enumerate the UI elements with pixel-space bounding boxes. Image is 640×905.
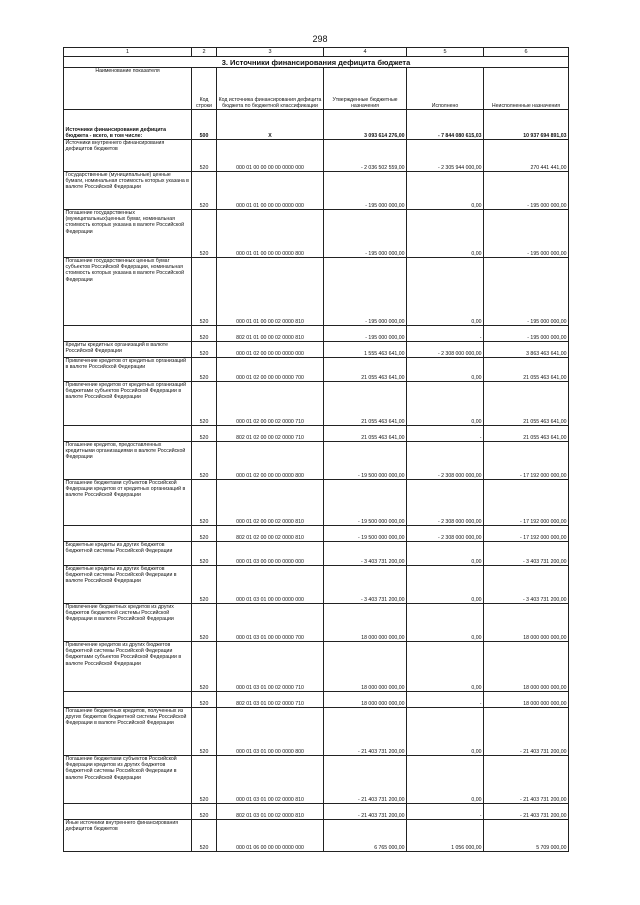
row-approved: - 195 000 000,00: [324, 172, 407, 210]
row-executed: -: [407, 804, 484, 820]
row-line-code: 520: [192, 358, 217, 382]
row-executed: -: [407, 326, 484, 342]
row-line-code: 520: [192, 326, 217, 342]
row-source-code: 000 01 02 00 00 00 0000 000: [217, 342, 324, 358]
row-executed: 1 056 000,00: [407, 820, 484, 852]
row-source-code: 000 01 02 00 00 00 0000 700: [217, 358, 324, 382]
row-executed: - 2 308 000 000,00: [407, 342, 484, 358]
row-source-code: 000 01 02 00 00 00 0000 800: [217, 442, 324, 480]
row-name: [64, 426, 192, 442]
row-name: Погашение государственных ценных бумаг субъектов Российской Федерации, номинальная стоимость которых указана в валюте Российской Федерации: [64, 258, 192, 326]
page-number: 298: [312, 34, 328, 44]
row-approved: - 19 500 000 000,00: [324, 442, 407, 480]
row-unexecuted: 21 055 463 641,00: [484, 426, 569, 442]
table-row: [64, 642, 569, 692]
row-name: Привлечение кредитов от кредитных организаций в валюте Российской Федерации: [64, 358, 192, 382]
row-source-code: 000 01 03 01 00 02 0000 810: [217, 756, 324, 804]
row-approved: 3 093 614 276,00: [324, 110, 407, 140]
row-line-code: 520: [192, 542, 217, 566]
row-unexecuted: - 195 000 000,00: [484, 210, 569, 258]
row-unexecuted: 270 441 441,00: [484, 140, 569, 172]
table-row: [64, 140, 569, 172]
row-executed: - 2 308 000 000,00: [407, 526, 484, 542]
row-approved: 18 000 000 000,00: [324, 642, 407, 692]
row-line-code: 520: [192, 692, 217, 708]
row-approved: - 2 036 502 559,00: [324, 140, 407, 172]
row-executed: 0,00: [407, 382, 484, 426]
table-row: [64, 172, 569, 210]
row-line-code: 520: [192, 442, 217, 480]
row-approved: - 195 000 000,00: [324, 326, 407, 342]
row-name: Источники финансирования дефицита бюджета - всего, в том числе:: [64, 110, 192, 140]
row-unexecuted: - 195 000 000,00: [484, 172, 569, 210]
table-row: [64, 442, 569, 480]
row-source-code: 000 01 01 00 00 00 0000 000: [217, 172, 324, 210]
row-executed: 0,00: [407, 708, 484, 756]
row-source-code: 000 01 06 00 00 00 0000 000: [217, 820, 324, 852]
column-number: 1: [64, 48, 192, 57]
table-row: [64, 692, 569, 708]
row-name: Привлечение кредитов от кредитных организаций бюджетами субъектов Российской Федерации в валюте Российской Федерации: [64, 382, 192, 426]
row-source-code: 000 01 03 01 00 00 0000 800: [217, 708, 324, 756]
row-line-code: 520: [192, 210, 217, 258]
row-unexecuted: 18 000 000 000,00: [484, 692, 569, 708]
row-approved: 21 055 463 641,00: [324, 382, 407, 426]
section-title: 3. Источники финансирования дефицита бюджета: [64, 57, 569, 68]
row-line-code: 520: [192, 756, 217, 804]
table-row: [64, 258, 569, 326]
row-name: [64, 804, 192, 820]
row-name: Погашение бюджетных кредитов, полученных из других бюджетов бюджетной системы Российской Федерации в валюте Российской Федерации: [64, 708, 192, 756]
table-row: [64, 210, 569, 258]
row-executed: 0,00: [407, 172, 484, 210]
row-name: [64, 692, 192, 708]
row-executed: - 2 308 000 000,00: [407, 480, 484, 526]
row-executed: 0,00: [407, 566, 484, 604]
table-row: [64, 526, 569, 542]
table-row: [64, 708, 569, 756]
table-row: [64, 542, 569, 566]
row-source-code: 000 01 03 01 00 02 0000 710: [217, 642, 324, 692]
header-line-code: Код строки: [192, 68, 217, 110]
header-executed: Исполнено: [407, 68, 484, 110]
row-unexecuted: - 21 403 731 200,00: [484, 708, 569, 756]
table-row: [64, 326, 569, 342]
row-approved: - 21 403 731 200,00: [324, 804, 407, 820]
row-unexecuted: - 195 000 000,00: [484, 326, 569, 342]
row-name: Бюджетные кредиты из других бюджетов бюджетной системы Российской Федерации в валюте Российской Федерации: [64, 566, 192, 604]
row-name: Погашение кредитов, предоставленных кредитными организациями в валюте Российской Федерации: [64, 442, 192, 480]
table-row: [64, 756, 569, 804]
row-executed: 0,00: [407, 358, 484, 382]
row-source-code: 000 01 02 00 00 02 0000 810: [217, 480, 324, 526]
row-line-code: 520: [192, 566, 217, 604]
column-number: 4: [324, 48, 407, 57]
table-row: [64, 342, 569, 358]
row-approved: 21 055 463 641,00: [324, 358, 407, 382]
row-name: Иные источники внутреннего финансирования дефицитов бюджетов: [64, 820, 192, 852]
row-executed: - 7 844 080 615,03: [407, 110, 484, 140]
row-source-code: X: [217, 110, 324, 140]
row-line-code: 520: [192, 804, 217, 820]
header-approved: Утвержденные бюджетные назначения: [324, 68, 407, 110]
table-row: [64, 382, 569, 426]
row-approved: 18 000 000 000,00: [324, 692, 407, 708]
table-row: [64, 604, 569, 642]
row-name: Источники внутреннего финансирования дефицитов бюджетов: [64, 140, 192, 172]
row-executed: 0,00: [407, 542, 484, 566]
header-source-code: Код источника финансирования дефицита бюджета по бюджетной классификации: [217, 68, 324, 110]
row-approved: 6 765 000,00: [324, 820, 407, 852]
table-row: [64, 110, 569, 140]
row-line-code: 520: [192, 708, 217, 756]
row-line-code: 520: [192, 604, 217, 642]
row-executed: -: [407, 426, 484, 442]
row-approved: - 21 403 731 200,00: [324, 708, 407, 756]
row-source-code: 000 01 01 00 00 00 0000 800: [217, 210, 324, 258]
row-unexecuted: 5 709 000,00: [484, 820, 569, 852]
row-line-code: 520: [192, 642, 217, 692]
row-executed: 0,00: [407, 604, 484, 642]
row-name: Привлечение бюджетных кредитов из других бюджетов бюджетной системы Российской Федерации в валюте Российской Федерации: [64, 604, 192, 642]
row-approved: - 19 500 000 000,00: [324, 526, 407, 542]
row-name: [64, 326, 192, 342]
table-row: [64, 566, 569, 604]
row-line-code: 520: [192, 480, 217, 526]
row-source-code: 802 01 02 00 00 02 0000 810: [217, 526, 324, 542]
row-executed: 0,00: [407, 642, 484, 692]
row-line-code: 500: [192, 110, 217, 140]
row-name: [64, 526, 192, 542]
row-approved: - 19 500 000 000,00: [324, 480, 407, 526]
row-unexecuted: - 17 192 000 000,00: [484, 526, 569, 542]
row-source-code: 000 01 03 01 00 00 0000 700: [217, 604, 324, 642]
table-row: [64, 820, 569, 852]
row-name: Погашение бюджетами субъектов Российской Федерации кредитов из других бюджетов бюджетной системы Российской Федерации в валюте Российской Федерации: [64, 756, 192, 804]
row-unexecuted: 18 000 000 000,00: [484, 604, 569, 642]
row-source-code: 802 01 02 00 00 02 0000 710: [217, 426, 324, 442]
row-name: Погашение бюджетами субъектов Российской Федерации кредитов от кредитных организаций в валюте Российской Федерации: [64, 480, 192, 526]
row-approved: - 3 403 731 200,00: [324, 542, 407, 566]
section-title-row: [64, 57, 569, 68]
row-executed: 0,00: [407, 258, 484, 326]
row-line-code: 520: [192, 342, 217, 358]
row-source-code: 000 01 00 00 00 00 0000 000: [217, 140, 324, 172]
row-line-code: 520: [192, 526, 217, 542]
column-number: 5: [407, 48, 484, 57]
row-executed: - 2 308 000 000,00: [407, 442, 484, 480]
row-unexecuted: 21 055 463 641,00: [484, 382, 569, 426]
row-unexecuted: 18 000 000 000,00: [484, 642, 569, 692]
row-name: Погашение государственных (муниципальных)ценных бумаг, номинальная стоимость которых указана в валюте Российской Федерации: [64, 210, 192, 258]
row-approved: 21 055 463 641,00: [324, 426, 407, 442]
row-unexecuted: 3 863 463 641,00: [484, 342, 569, 358]
row-unexecuted: - 21 403 731 200,00: [484, 804, 569, 820]
row-name: Привлечение кредитов из других бюджетов бюджетной системы Российской Федерации бюджетами субъектов Российской Федерации в валюте Российской Федерации: [64, 642, 192, 692]
row-source-code: 000 01 01 00 00 02 0000 810: [217, 258, 324, 326]
row-source-code: 802 01 03 01 00 02 0000 710: [217, 692, 324, 708]
row-unexecuted: 21 055 463 641,00: [484, 358, 569, 382]
row-line-code: 520: [192, 820, 217, 852]
row-line-code: 520: [192, 172, 217, 210]
column-number: 2: [192, 48, 217, 57]
row-line-code: 520: [192, 426, 217, 442]
row-unexecuted: 10 937 694 891,03: [484, 110, 569, 140]
row-executed: 0,00: [407, 756, 484, 804]
table-row: [64, 480, 569, 526]
row-unexecuted: - 17 192 000 000,00: [484, 480, 569, 526]
row-executed: 0,00: [407, 210, 484, 258]
row-unexecuted: - 21 403 731 200,00: [484, 756, 569, 804]
column-number: 3: [217, 48, 324, 57]
row-unexecuted: - 3 403 731 200,00: [484, 542, 569, 566]
budget-sources-table: [63, 47, 569, 852]
row-executed: -: [407, 692, 484, 708]
row-unexecuted: - 195 000 000,00: [484, 258, 569, 326]
row-name: Кредиты кредитных организаций в валюте Российской Федерации: [64, 342, 192, 358]
table-row: [64, 358, 569, 382]
row-approved: 1 555 463 641,00: [324, 342, 407, 358]
row-name: Государственные (муниципальные) ценные бумаги, номинальная стоимость которых указана в валюте Российской Федерации: [64, 172, 192, 210]
table-row: [64, 804, 569, 820]
row-name: Бюджетные кредиты из других бюджетов бюджетной системы Российской Федерации: [64, 542, 192, 566]
column-number: 6: [484, 48, 569, 57]
row-source-code: 000 01 03 00 00 00 0000 000: [217, 542, 324, 566]
row-approved: - 195 000 000,00: [324, 210, 407, 258]
row-approved: - 21 403 731 200,00: [324, 756, 407, 804]
column-number-row: [64, 48, 569, 57]
row-executed: - 2 305 944 000,00: [407, 140, 484, 172]
row-unexecuted: - 17 192 000 000,00: [484, 442, 569, 480]
row-line-code: 520: [192, 140, 217, 172]
row-source-code: 802 01 01 00 00 02 0000 810: [217, 326, 324, 342]
row-approved: - 3 403 731 200,00: [324, 566, 407, 604]
row-source-code: 000 01 03 01 00 00 0000 000: [217, 566, 324, 604]
header-unexecuted: Неисполненные назначения: [484, 68, 569, 110]
row-approved: - 195 000 000,00: [324, 258, 407, 326]
row-source-code: 000 01 02 00 00 02 0000 710: [217, 382, 324, 426]
row-line-code: 520: [192, 258, 217, 326]
table-row: [64, 426, 569, 442]
row-approved: 18 000 000 000,00: [324, 604, 407, 642]
row-line-code: 520: [192, 382, 217, 426]
header-name: Наименование показателя: [64, 68, 192, 110]
row-unexecuted: - 3 403 731 200,00: [484, 566, 569, 604]
row-source-code: 802 01 03 01 00 02 0000 810: [217, 804, 324, 820]
header-row: [64, 68, 569, 110]
